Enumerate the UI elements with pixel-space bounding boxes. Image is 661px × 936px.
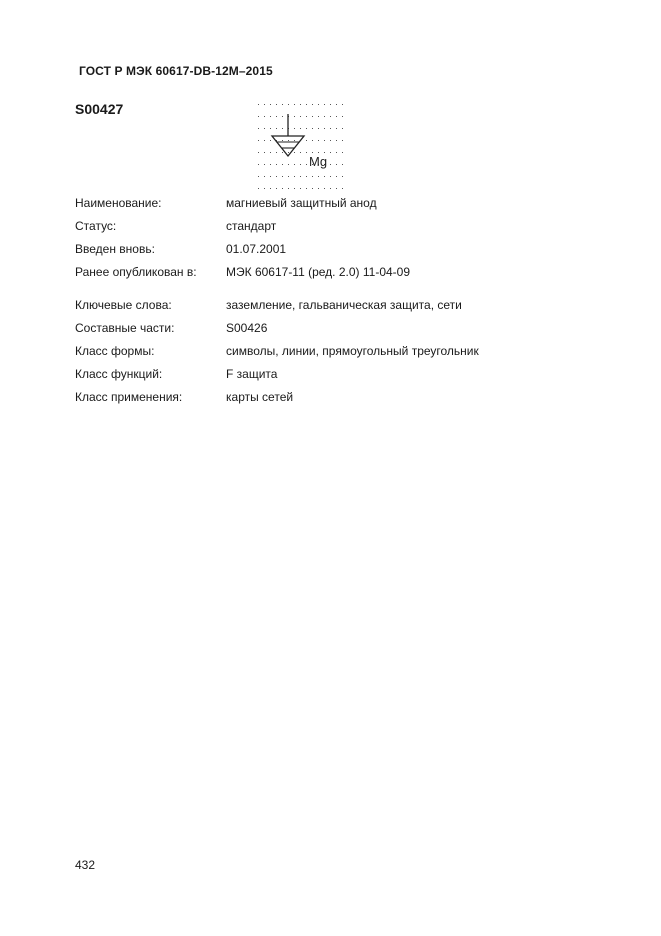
grid-dot [264,140,265,141]
grid-dot [282,152,283,153]
grid-dot [312,116,313,117]
grid-dot [258,140,259,141]
grid-dot [306,128,307,129]
grid-dot [294,152,295,153]
grid-dot [276,128,277,129]
attribute-value: магниевый защитный анод [226,196,377,210]
grid-dot [300,164,301,165]
grid-dot [324,116,325,117]
grid-dot [342,140,343,141]
grid-dot [318,188,319,189]
grid-dot [288,164,289,165]
grid-dot [336,152,337,153]
attribute-label: Наименование: [75,196,162,210]
grid-dot [318,128,319,129]
grid-dot [324,176,325,177]
grid-dot [312,188,313,189]
grid-dot [276,176,277,177]
grid-dot [294,188,295,189]
grid-dot [270,164,271,165]
grid-dot [294,140,295,141]
grid-dot [294,176,295,177]
grid-dot [270,128,271,129]
grid-dot [276,104,277,105]
attribute-label: Класс формы: [75,344,155,358]
grid-dot [294,104,295,105]
grid-dot [264,104,265,105]
grid-dot [312,176,313,177]
grid-dot [342,128,343,129]
grid-dot [270,188,271,189]
grid-dot [306,164,307,165]
grid-dot [258,176,259,177]
grid-dot [336,128,337,129]
grid-dot [336,140,337,141]
symbol-mg-label: Mg [309,154,328,169]
grid-dot [330,116,331,117]
attribute-value: 01.07.2001 [226,242,287,256]
grid-dot [312,152,313,153]
grid-dot [342,152,343,153]
grid-dot [336,116,337,117]
grid-dot [294,128,295,129]
grid-dot [264,152,265,153]
grid-dot [288,152,289,153]
symbol-code: S00427 [75,101,124,117]
grid-dot [342,164,343,165]
grid-dot [330,140,331,141]
grid-dot [258,188,259,189]
grid-dot [282,140,283,141]
grid-dot [300,104,301,105]
grid-dot [300,152,301,153]
grid-dot [306,104,307,105]
attribute-label: Статус: [75,219,117,233]
grid-dot [258,104,259,105]
grid-dot [324,188,325,189]
grid-dot [270,116,271,117]
grid-dot [306,140,307,141]
grid-dot [264,176,265,177]
grid-dot [282,128,283,129]
grid-dot [330,188,331,189]
grid-dot [336,104,337,105]
attribute-value: S00426 [226,321,268,335]
attribute-value: МЭК 60617-11 (ред. 2.0) 11-04-09 [226,265,411,279]
attribute-label: Класс применения: [75,390,183,404]
grid-dot [306,116,307,117]
grid-dot [258,164,259,165]
grid-dot [330,104,331,105]
attribute-label: Ранее опубликован в: [75,265,197,279]
attribute-value: заземление, гальваническая защита, сети [226,298,462,312]
grid-dot [324,152,325,153]
grid-dot [264,164,265,165]
grid-dot [270,104,271,105]
grid-dot [282,188,283,189]
grid-dot [330,128,331,129]
grid-dot [276,188,277,189]
grid-dot [306,188,307,189]
attribute-label: Класс функций: [75,367,163,381]
grid-dot [306,176,307,177]
grid-dot [342,104,343,105]
magnesium-anode-symbol [252,100,348,192]
grid-dot [264,116,265,117]
page-number: 432 [75,858,96,872]
grid-dot [276,152,277,153]
grid-dot [324,128,325,129]
attribute-value: F защита [226,367,278,381]
attribute-value: карты сетей [226,390,294,404]
grid-dot [270,176,271,177]
attribute-label: Составные части: [75,321,175,335]
grid-dot [336,188,337,189]
attribute-label: Ключевые слова: [75,298,172,312]
grid-dot [282,164,283,165]
grid-dot [282,116,283,117]
grid-dot [324,104,325,105]
grid-dot [300,176,301,177]
grid-dot [294,164,295,165]
grid-dot [294,116,295,117]
grid-dot [270,152,271,153]
attribute-value: символы, линии, прямоугольный треугольник [226,344,479,358]
grid-dot [258,116,259,117]
grid-dot [312,128,313,129]
grid-dot [288,104,289,105]
grid-dot [288,188,289,189]
grid-dot [276,164,277,165]
grid-dot [324,140,325,141]
grid-dot [330,176,331,177]
grid-dot [276,116,277,117]
grid-dot [318,116,319,117]
grid-dot [312,140,313,141]
grid-dot [312,104,313,105]
grid-dot [288,140,289,141]
grid-dot [300,188,301,189]
grid-dot [318,176,319,177]
grid-dot [318,152,319,153]
grid-dot [270,140,271,141]
grid-dot [306,152,307,153]
grid-dot [342,116,343,117]
attribute-value: стандарт [226,219,277,233]
grid-dot [342,176,343,177]
grid-dot [318,140,319,141]
grid-dot [336,176,337,177]
grid-dot [300,128,301,129]
document-header: ГОСТ Р МЭК 60617-DB-12M–2015 [79,64,273,78]
grid-dot [288,176,289,177]
grid-dot [342,188,343,189]
grid-dot [282,104,283,105]
grid-dot [258,152,259,153]
grid-dot [318,104,319,105]
grid-dot [300,116,301,117]
grid-dot [264,128,265,129]
grid-dot [258,128,259,129]
grid-dot [282,176,283,177]
grid-dot [336,164,337,165]
grid-dot [264,188,265,189]
grid-dot [330,152,331,153]
grid-dot [330,164,331,165]
attribute-label: Введен вновь: [75,242,155,256]
